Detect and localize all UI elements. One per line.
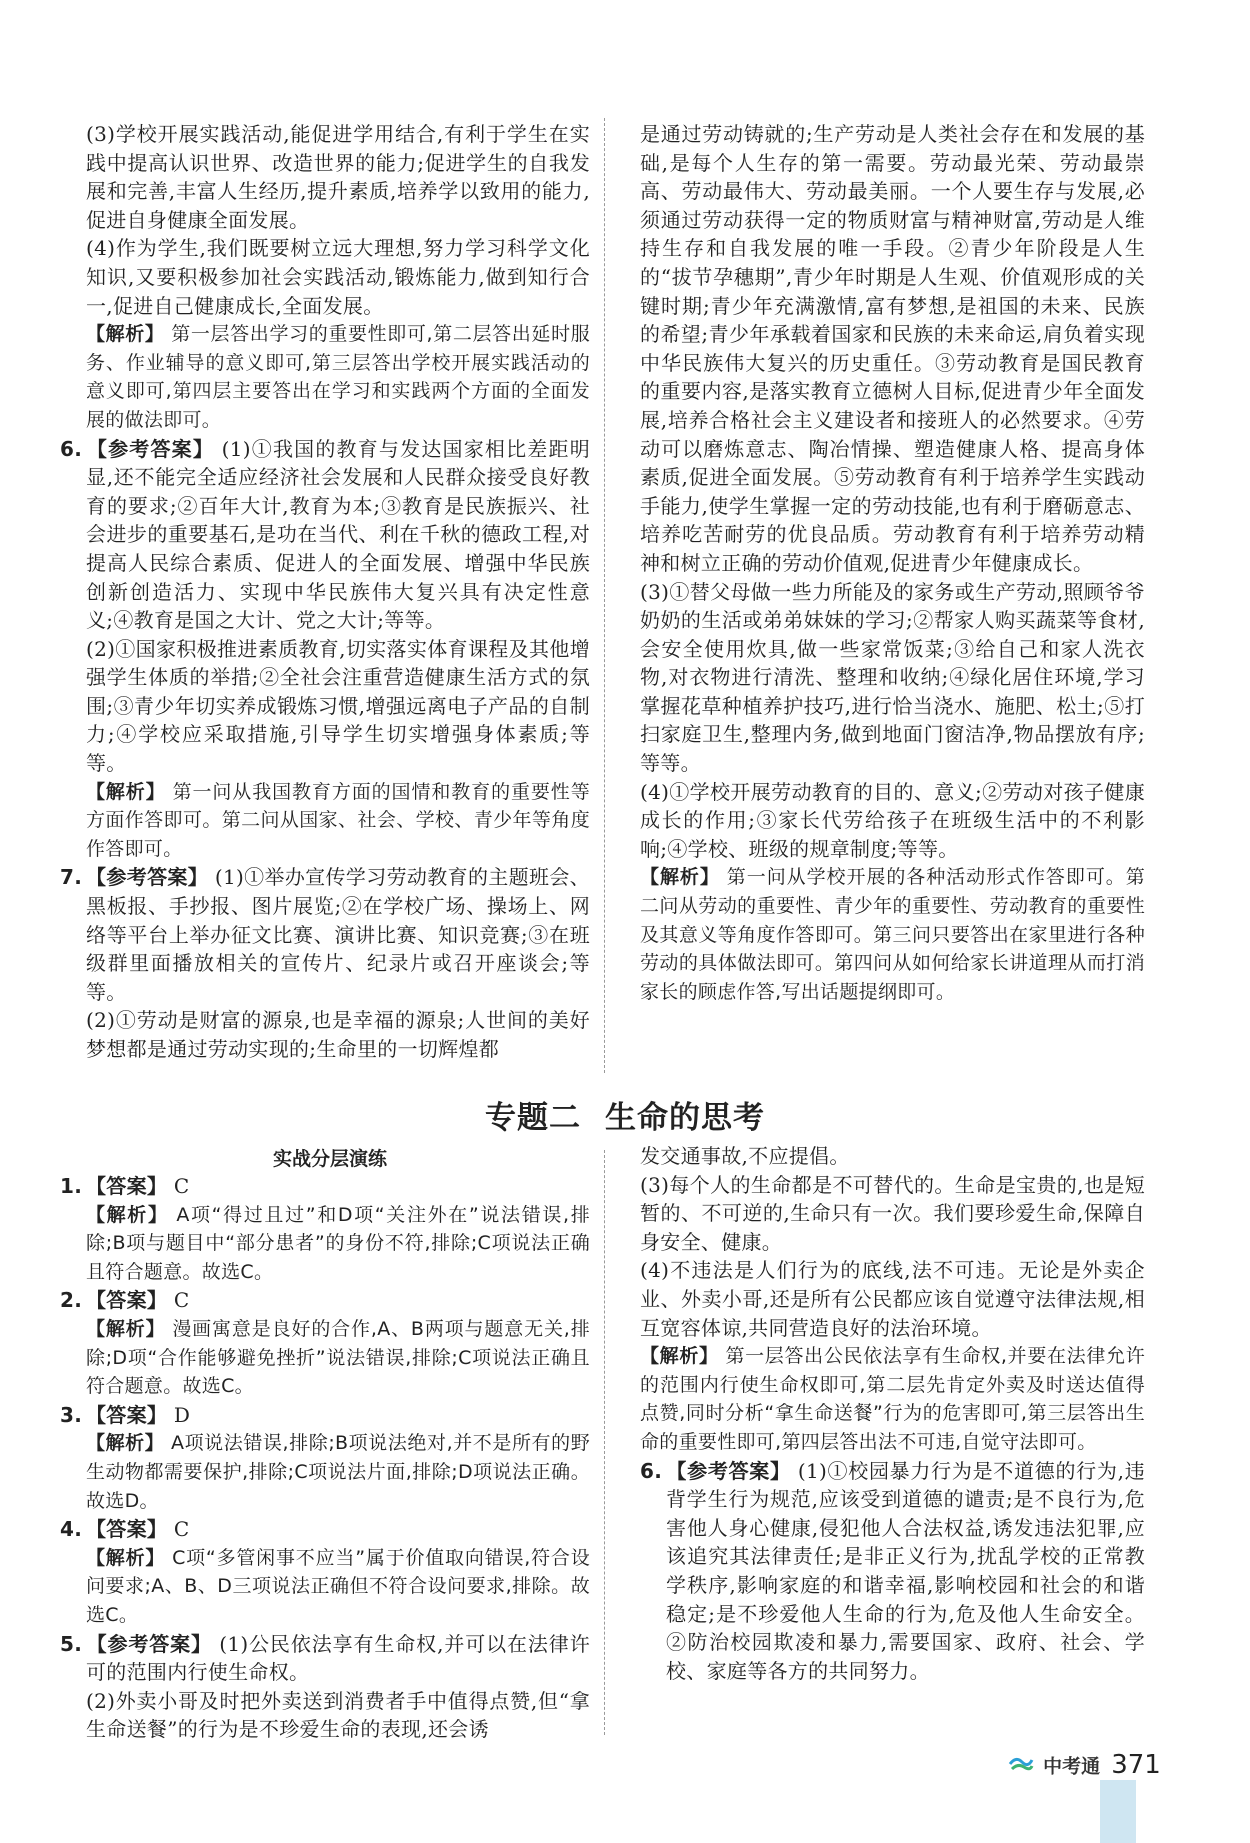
question-number: 2. — [60, 1288, 83, 1313]
page-number: 371 — [1111, 1750, 1161, 1780]
analysis-label: 【解析】 — [86, 1203, 169, 1226]
column-divider — [604, 1150, 605, 1735]
answer-label: 【答案】 — [86, 1402, 168, 1427]
analysis-text: A项“得过且过”和D项“关注外在”说法错误,排除;B项与题目中“部分患者”的身份不符,排除;C项说法正确且符合题意。故选C。 — [86, 1203, 590, 1283]
answer-text: (1)①校园暴力行为是不道德的行为,违背学生行为规范,应该受到道德的谴责;是不良行为,危害他人身心健康,侵犯他人合法权益,诱发违法犯罪,应该追究其法律责任;是非正义行为,扰乱学校的正常教学秩序,影响家庭的和谐幸福,影响校园和社会的和谐稳定;是不珍爱他人生命的行为,危及他人生命安全。②防治校园欺凌和暴力,需要国家、政府、社会、学校、家庭等各方的共同努力。 — [666, 1458, 1145, 1683]
analysis-label: 【解析】 — [86, 323, 165, 346]
analysis-paragraph — [60, 1315, 590, 1401]
page-edge-tab — [1100, 1780, 1136, 1843]
question-1-answer — [60, 1172, 590, 1201]
analysis-paragraph — [640, 1342, 1145, 1456]
question-number: 7. — [60, 865, 83, 890]
analysis-label: 【解析】 — [86, 1317, 166, 1340]
analysis-text: C项“多管闲事不应当”属于价值取向错误,符合设问要求;A、B、D三项说法正确但不符合设问要求,排除。故选C。 — [86, 1546, 590, 1626]
question-5-answer — [60, 1630, 590, 1687]
page-footer — [1008, 1750, 1161, 1780]
section-subtitle: 实战分层演练 — [272, 1148, 387, 1170]
question-2-answer — [60, 1286, 590, 1315]
reference-answer-label: 【参考答案】 — [86, 865, 209, 890]
question-7-answer — [60, 863, 590, 1006]
brand-logo-icon — [1008, 1754, 1034, 1776]
answer-paragraph: (3)每个人的生命都是不可替代的。生命是宝贵的,也是短暂的、不可逆的,生命只有一次。我们要珍爱生命,保障自身安全、健康。 — [640, 1172, 1145, 1254]
right-column-bottom — [640, 1142, 1145, 1685]
analysis-text: 漫画寓意是良好的合作,A、B两项与题意无关,排除;D项“合作能够避免挫折”说法错误,排除;C项说法正确且符合题意。故选C。 — [86, 1317, 591, 1398]
answer-paragraph: 是通过劳动铸就的;生产劳动是人类社会存在和发展的基础,是每个人生存的第一需要。劳动最光荣、劳动最崇高、劳动最伟大、劳动最美丽。一个人要生存与发展,必须通过劳动获得一定的物质财富与精神财富,劳动是人维持生存和自我发展的唯一手段。②青少年阶段是人生的“拔节孕穗期”,青少年时期是人生观、价值观形成的关键时期;青少年充满激情,富有梦想,是祖国的未来、民族的希望;青少年承载着国家和民族的未来命运,肩负着实现中华民族伟大复兴的历史重任。③劳动教育是国民教育的重要内容,是落实教育立德树人目标,促进青少年全面发展,培养合格社会主义建设者和接班人的必然要求。④劳动可以磨炼意志、陶冶情操、塑造健康人格、提高身体素质,促进全面发展。⑤劳动教育有利于培养学生实践动手能力,使学生掌握一定的劳动技能,也有利于磨砺意志、培养吃苦耐劳的优良品质。劳动教育有利于培养劳动精神和树立正确的劳动价值观,促进青少年健康成长。 — [640, 122, 1145, 575]
analysis-label: 【解析】 — [86, 1546, 166, 1569]
answer-paragraph: (4)①学校开展劳动教育的目的、意义;②劳动对孩子健康成长的作用;③家长代劳给孩子在班级生活中的不利影响;④学校、班级的规章制度;等等。 — [640, 779, 1145, 861]
analysis-paragraph — [60, 1544, 590, 1630]
analysis-text: 第一问从学校开展的各种活动形式作答即可。第二问从劳动的重要性、青少年的重要性、劳动教育的重要性及其意义等角度作答即可。第三问只要答出在家里进行各种劳动的具体做法即可。第四问从如何给家长讲道理从而打消家长的顾虑作答,写出话题提纲即可。 — [640, 866, 1146, 1003]
answer-label: 【答案】 — [86, 1517, 168, 1542]
answer-label: 【答案】 — [86, 1174, 168, 1198]
answer-choice: C — [173, 1174, 190, 1198]
answer-paragraph: (3)①替父母做一些力所能及的家务或生产劳动,照顾爷爷奶奶的生活或弟弟妹妹的学习;②帮家人购买蔬菜等食材,会安全使用炊具,做一些家常饭菜;③给自己和家人洗衣物,对衣物进行清洗、整理和收纳;④绿化居住环境,学习掌握花草种植养护技巧,进行恰当浇水、施肥、松土;⑤打扫家庭卫生,整理内务,做到地面门窗洁净,物品摆放有序;等等。 — [640, 579, 1145, 776]
analysis-label: 【解析】 — [86, 780, 166, 803]
question-number: 4. — [60, 1517, 83, 1542]
analysis-text: 第一层答出学习的重要性即可,第二层答出延时服务、作业辅导的意义即可,第三层答出学校开展实践活动的意义即可,第四层主要答出在学习和实践两个方面的全面发展的做法即可。 — [86, 323, 591, 431]
answer-paragraph: (2)外卖小哥及时把外卖送到消费者手中值得点赞,但“拿生命送餐”的行为是不珍爱生命的表现,还会诱 — [86, 1688, 590, 1742]
analysis-text: 第一层答出公民依法享有生命权,并要在法律允许的范围内行使生命权即可,第二层先肯定外卖及时送达值得点赞,同时分析“拿生命送餐”行为的危害即可,第三层答出生命的重要性即可,第四层答出法不可违,自觉守法即可。 — [640, 1345, 1146, 1453]
analysis-paragraph — [60, 778, 590, 864]
analysis-paragraph — [60, 320, 590, 434]
analysis-paragraph — [60, 1201, 590, 1287]
question-6-answer — [60, 435, 590, 635]
reference-answer-label: 【参考答案】 — [86, 436, 215, 461]
analysis-paragraph — [640, 863, 1145, 1006]
answer-paragraph: 发交通事故,不应提倡。 — [640, 1144, 850, 1168]
left-column-top — [60, 120, 590, 1064]
answer-paragraph: (2)①国家积极推进素质教育,切实落实体育课程及其他增强学生体质的举措;②全社会注重营造健康生活方式的氛围;③青少年切实养成锻炼习惯,增强远离电子产品的自制力;④学校应采取措施,引导学生切实增强身体素质;等等。 — [86, 636, 590, 776]
column-divider — [604, 118, 605, 1073]
reference-answer-label: 【参考答案】 — [86, 1631, 212, 1656]
question-number: 6. — [60, 436, 83, 461]
answer-paragraph: (2)①劳动是财富的源泉,也是幸福的源泉;人世间的美好梦想都是通过劳动实现的;生命里的一切辉煌都 — [86, 1008, 590, 1061]
reference-answer-label: 【参考答案】 — [666, 1458, 791, 1483]
right-column-top — [640, 120, 1145, 1006]
analysis-label: 【解析】 — [86, 1432, 165, 1455]
left-column-bottom — [60, 1172, 590, 1744]
question-number: 5. — [60, 1631, 83, 1656]
analysis-text: 第一问从我国教育方面的国情和教育的重要性等方面作答即可。第二问从国家、社会、学校、青少年等角度作答即可。 — [86, 780, 590, 860]
answer-paragraph: (3)学校开展实践活动,能促进学用结合,有利于学生在实践中提高认识世界、改造世界的能力;促进学生的自我发展和完善,丰富人生经历,提升素质,培养学以致用的能力,促进自身健康全面发展。 — [86, 122, 590, 232]
analysis-label: 【解析】 — [640, 1345, 719, 1368]
question-4-answer — [60, 1515, 590, 1544]
section-number: 专题二 — [485, 1100, 581, 1136]
analysis-text: A项说法错误,排除;B项说法绝对,并不是所有的野生动物都需要保护,排除;C项说法片面,排除;D项说法正确。故选D。 — [86, 1432, 591, 1512]
analysis-label: 【解析】 — [640, 866, 720, 889]
answer-paragraph: (4)不违法是人们行为的底线,法不可违。无论是外卖企业、外卖小哥,还是所有公民都应该自觉遵守法律法规,相互宽容体谅,共同营造良好的法治环境。 — [640, 1258, 1145, 1340]
answer-text: (1)①我国的教育与发达国家相比差距明显,还不能完全适应经济社会发展和人民群众接受良好教育的要求;②百年大计,教育为本;③教育是民族振兴、社会进步的重要基石,是功在当代、利在千秋的德政工程,对提高人民综合素质、促进人的全面发展、增强中华民族创新创造活力、实现中华民族伟大复兴具有决定性意义;④教育是国之大计、党之大计;等等。 — [86, 436, 590, 633]
question-number: 6. — [640, 1458, 663, 1483]
analysis-paragraph — [60, 1429, 590, 1515]
question-6-answer — [640, 1457, 1145, 1686]
brand-name: 中考通 — [1043, 1755, 1101, 1778]
question-3-answer — [60, 1401, 590, 1430]
answer-choice: D — [173, 1402, 191, 1427]
answer-text: (1)①举办宣传学习劳动教育的主题班会、黑板报、手抄报、图片展览;②在学校广场、操场上、网络等平台上举办征文比赛、演讲比赛、知识竞赛;③在班级群里面播放相关的宣传片、纪录片或召开座谈会;等等。 — [86, 865, 590, 1004]
answer-label: 【答案】 — [86, 1288, 168, 1313]
answer-text: (1)公民依法享有生命权,并可以在法律许可的范围内行使生命权。 — [86, 1631, 590, 1685]
question-number: 1. — [60, 1174, 83, 1198]
answer-choice: C — [173, 1517, 190, 1542]
question-number: 3. — [60, 1402, 83, 1427]
section-name: 生命的思考 — [605, 1100, 765, 1136]
section-title — [0, 1092, 1250, 1137]
answer-paragraph: (4)作为学生,我们既要树立远大理想,努力学习科学文化知识,又要积极参加社会实践活动,锻炼能力,做到知行合一,促进自己健康成长,全面发展。 — [86, 236, 590, 318]
answer-choice: C — [173, 1288, 190, 1313]
